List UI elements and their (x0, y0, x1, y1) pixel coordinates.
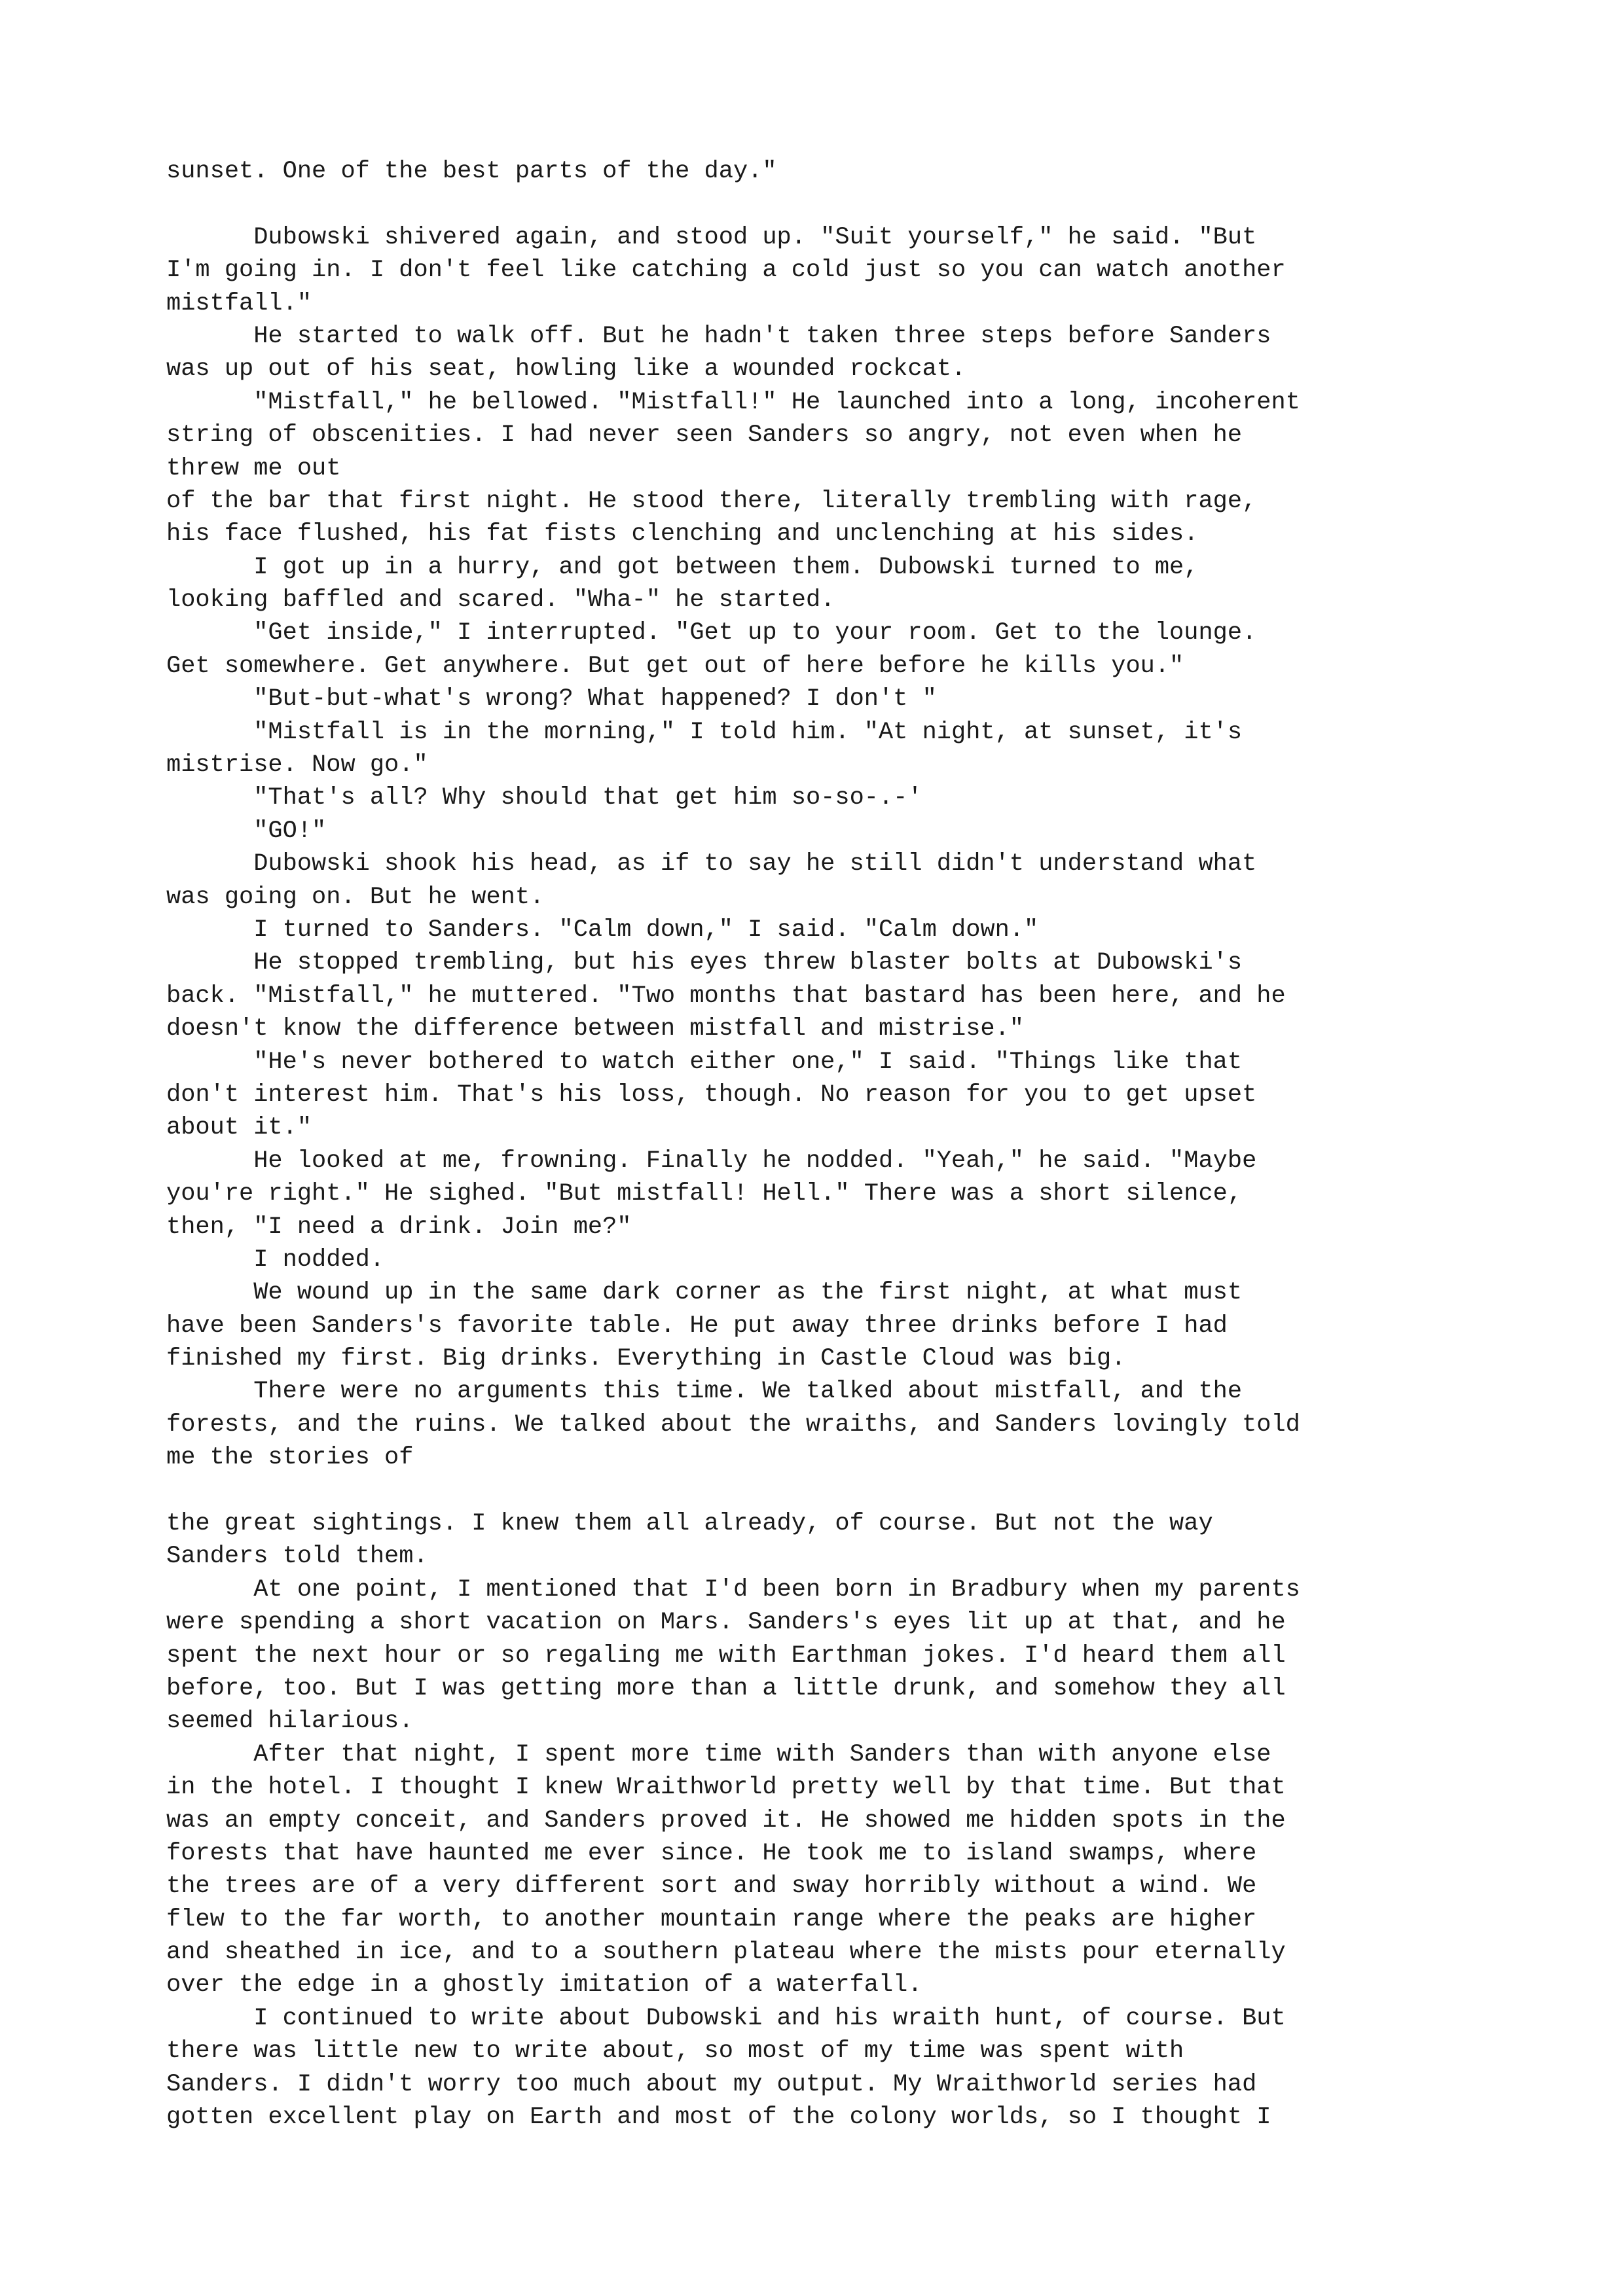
text-line: He stopped trembling, but his eyes threw blaster bolts at Dubowski's (166, 949, 1243, 977)
text-line: was an empty conceit, and Sanders proved it. He showed me hidden spots in the (166, 1806, 1286, 1835)
text-line: There were no arguments this time. We talked about mistfall, and the (166, 1378, 1243, 1406)
text-line: mistrise. Now go." (166, 751, 428, 780)
text-line: have been Sanders's favorite table. He put away three drinks before I had (166, 1312, 1228, 1340)
text-line: finished my first. Big drinks. Everything in Castle Cloud was big. (166, 1345, 1126, 1373)
blank-line (166, 1475, 1476, 1507)
text-line: "Mistfall," he bellowed. "Mistfall!" He launched into a long, incoherent (166, 388, 1300, 416)
text-line: He looked at me, frowning. Finally he nodded. "Yeah," he said. "Maybe (166, 1147, 1257, 1175)
text-line: I nodded. (166, 1246, 385, 1274)
text-line: over the edge in a ghostly imitation of a waterfall. (166, 1971, 922, 2000)
text-line: "But-but-what's wrong? What happened? I don't " (166, 685, 937, 713)
text-line: in the hotel. I thought I knew Wraithworld pretty well by that time. But that (166, 1774, 1286, 1802)
text-line: I turned to Sanders. "Calm down," I said. "Calm down." (166, 916, 1039, 944)
text-line: you're right." He sighed. "But mistfall! Hell." There was a short silence, (166, 1180, 1243, 1208)
text-line: forests that have haunted me ever since. He took me to island swamps, where (166, 1839, 1257, 1867)
text-line: string of obscenities. I had never seen Sanders so angry, not even when he (166, 422, 1243, 450)
text-line: there was little new to write about, so most of my time was spent with (166, 2037, 1184, 2066)
text-line: of the bar that first night. He stood there, literally trembling with rage, (166, 487, 1257, 515)
text-line: "Get inside," I interrupted. "Get up to your room. Get to the lounge. (166, 619, 1257, 647)
text-line: At one point, I mentioned that I'd been born in Bradbury when my parents (166, 1575, 1300, 1604)
text-line: spent the next hour or so regaling me with Earthman jokes. I'd heard them all (166, 1641, 1286, 1670)
text-line: me the stories of (166, 1444, 414, 1472)
text-line: were spending a short vacation on Mars. Sanders's eyes lit up at that, and he (166, 1609, 1286, 1637)
text-line: We wound up in the same dark corner as the first night, at what must (166, 1279, 1243, 1307)
text-line: I got up in a hurry, and got between them. Dubowski turned to me, (166, 553, 1199, 581)
text-line: Dubowski shook his head, as if to say he still didn't understand what (166, 850, 1257, 878)
text-line: looking baffled and scared. "Wha-" he started. (166, 586, 835, 615)
text-line: I'm going in. I don't feel like catching a cold just so you can watch another (166, 257, 1286, 285)
text-line: doesn't know the difference between mistfall and mistrise." (166, 1015, 1025, 1043)
text-line: After that night, I spent more time with Sanders than with anyone else (166, 1740, 1271, 1768)
text-line: his face flushed, his fat fists clenching and unclenching at his sides. (166, 520, 1199, 548)
text-line: He started to walk off. But he hadn't taken three steps before Sanders (166, 322, 1271, 350)
text-line: Get somewhere. Get anywhere. But get out of here before he kills you." (166, 652, 1184, 680)
text-line: "That's all? Why should that get him so-so-.-' (166, 784, 922, 812)
text-line: and sheathed in ice, and to a southern plateau where the mists pour eternally (166, 1939, 1286, 1967)
text-line: about it." (166, 1114, 312, 1142)
text-line: "He's never bothered to watch either one," I said. "Things like that (166, 1048, 1243, 1076)
text-line: before, too. But I was getting more than a little drunk, and somehow they all (166, 1674, 1286, 1702)
text-line: forests, and the ruins. We talked about the wraiths, and Sanders lovingly told (166, 1410, 1300, 1439)
text-line: was going on. But he went. (166, 883, 545, 911)
text-line: was up out of his seat, howling like a wounded rockcat. (166, 355, 966, 384)
text-line: then, "I need a drink. Join me?" (166, 1213, 632, 1241)
text-line: "Mistfall is in the morning," I told him. "At night, at sunset, it's (166, 718, 1243, 746)
text-line: Sanders. I didn't worry too much about my output. My Wraithworld series had (166, 2070, 1257, 2098)
body-text (166, 155, 1476, 2134)
text-line: seemed hilarious. (166, 1708, 414, 1736)
text-line: don't interest him. That's his loss, though. No reason for you to get upset (166, 1081, 1257, 1109)
text-line: Dubowski shivered again, and stood up. "Suit yourself," he said. "But (166, 223, 1257, 251)
text-line: gotten excellent play on Earth and most of the colony worlds, so I thought I (166, 2104, 1271, 2132)
blank-line (166, 188, 1476, 221)
text-line: back. "Mistfall," he muttered. "Two months that bastard has been here, and he (166, 982, 1286, 1010)
text-line: flew to the far worth, to another mountain range where the peaks are higher (166, 1905, 1257, 1933)
text-line: threw me out (166, 454, 341, 482)
text-line: Sanders told them. (166, 1543, 428, 1571)
text-line: sunset. One of the best parts of the day." (166, 158, 777, 185)
text-line: mistfall." (166, 289, 312, 317)
text-line: "GO!" (166, 817, 327, 845)
text-line: the trees are of a very different sort and sway horribly without a wind. We (166, 1873, 1257, 1901)
text-line: I continued to write about Dubowski and his wraith hunt, of course. But (166, 2004, 1286, 2032)
text-line: the great sightings. I knew them all already, of course. But not the way (166, 1510, 1213, 1538)
